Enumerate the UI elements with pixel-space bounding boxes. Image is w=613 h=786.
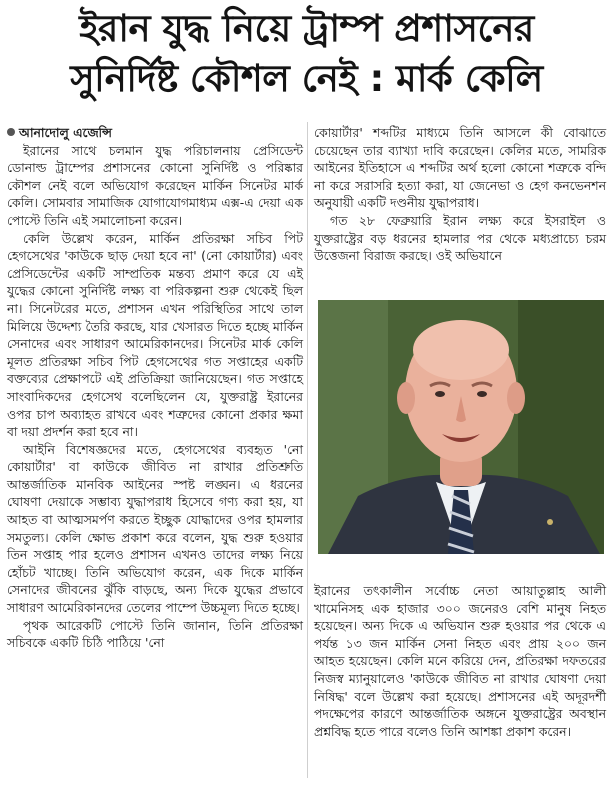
headline	[0, 4, 613, 104]
right-column-top	[314, 124, 606, 265]
byline	[7, 124, 303, 142]
paragraph: ইরানের তৎকালীন সর্বোচ্চ নেতা আয়াতুল্লাহ আলী খামেনিসহ এক হাজার ৩০০ জনেরও বেশি মানুষ নিহত হয়েছেন। অন্য দিকে এ অভিযান শুরু হওয়ার পর থেকে এ পর্যন্ত ১৩ জন মার্কিন সেনা নিহত এবং প্রায় ২০০ জন আহত হয়েছেন। কেলি মনে করিয়ে দেন, প্রতিরক্ষা দফতরের নিজস্ব ম্যানুয়ালেও 'কাউকে জীবিত না রাখার ঘোষণা দেয়া নিষিদ্ধ' বলে উল্লেখ করা হয়েছে। প্রশাসনের এই অদূরদর্শী পদক্ষেপের কারণে আন্তর্জাতিক অঙ্গনে যুক্তরাষ্ট্রের অবস্থান প্রশ্নবিদ্ধ হতে পারে বলেও তিনি আশঙ্কা প্রকাশ করেন।	[314, 583, 606, 739]
paragraph: কোয়ার্টার' শব্দটির মাধ্যমে তিনি আসলে কী বোঝাতে চেয়েছেন তার ব্যাখ্যা দাবি করেছেন। কেলির মতে, সামরিক আইনের ইতিহাসে এ শব্দটির অর্থ হলো কোনো শত্রুকে বন্দি না করে সরাসরি হত্যা করা, যা জেনেভা ও হেগ কনভেনশন অনুযায়ী একটি দণ্ডনীয় যুদ্ধাপরাধ।	[314, 125, 606, 211]
paragraph: পৃথক আরেকটি পোস্টে তিনি জানান, তিনি প্রতিরক্ষা সচিবকে একটি চিঠি পাঠিয়ে 'নো	[7, 617, 303, 651]
byline-text: আনাদোলু এজেন্সি	[19, 125, 112, 140]
bullet-icon	[7, 128, 15, 136]
headline-line-1: ইরান যুদ্ধ নিয়ে ট্রাম্প প্রশাসনের	[79, 7, 534, 50]
right-column-bottom	[314, 582, 606, 740]
left-column	[7, 124, 303, 652]
column-divider	[307, 122, 308, 778]
paragraph: ইরানের সাথে চলমান যুদ্ধ পরিচালনায় প্রেসিডেন্ট ডোনাল্ড ট্রাম্পের প্রশাসনের কোনো সুনির্দিষ্ট ও পরিষ্কার কৌশল নেই বলে অভিযোগ করেছেন মার্কিন সিনেটর মার্ক কেলি। সোমবার সামাজিক যোগাযোগমাধ্যম এক্স-এ দেয়া এক পোস্টে তিনি এই সমালোচনা করেন।	[7, 142, 303, 228]
paragraph: কেলি উল্লেখ করেন, মার্কিন প্রতিরক্ষা সচিব পিট হেগসেথের 'কাউকে ছাড় দেয়া হবে না' (নো কোয়ার্টার) এবং প্রেসিডেন্টের একটি সাম্প্রতিক মন্তব্য প্রমাণ করে যে এই যুদ্ধের কোনো সুনির্দিষ্ট লক্ষ্য বা পরিকল্পনা শুরু থেকেই ছিল না। সিনেটরের মতে, প্রশাসন এখন পরিস্থিতির সাথে তাল মিলিয়ে উদ্দেশ্য তৈরি করছে, যার খেসারত দিতে হচ্ছে মার্কিন সেনাদের এবং সাধারণ আমেরিকানদের। সিনেটর মার্ক কেলি মূলত প্রতিরক্ষা সচিব পিট হেগসেথের গত সপ্তাহের একটি বক্তব্যের প্রেক্ষাপটে এই প্রতিক্রিয়া জানিয়েছেন। গত সপ্তাহে সাংবাদিকদের হেগসেথ বলেছিলেন যে, যুক্তরাষ্ট্র ইরানের ওপর চাপ অব্যাহত রাখবে এবং শত্রুদের কোনো প্রকার ক্ষমা বা দয়া প্রদর্শন করা হবে না।	[7, 230, 303, 440]
paragraph: গত ২৮ ফেব্রুয়ারি ইরান লক্ষ্য করে ইসরাইল ও যুক্তরাষ্ট্রের বড় ধরনের হামলার পর থেকে মধ্যপ্রাচ্যে চরম উত্তেজনা বিরাজ করছে। ওই অভিযানে	[314, 212, 606, 264]
portrait-photo	[318, 300, 604, 554]
portrait-photo-icon	[318, 300, 604, 554]
headline-line-2: সুনির্দিষ্ট কৌশল নেই : মার্ক কেলি	[70, 57, 543, 100]
paragraph: আইনি বিশেষজ্ঞদের মতে, হেগসেথের ব্যবহৃত 'নো কোয়ার্টার' বা কাউকে জীবিত না রাখার প্রতিশ্রুতি আন্তর্জাতিক মানবিক আইনের স্পষ্ট লঙ্ঘন। এ ধরনের ঘোষণা দেয়াকে সম্ভাব্য যুদ্ধাপরাধ হিসেবে গণ্য করা হয়, যা আহত বা আত্মসমর্পণ করতে ইচ্ছুক যোদ্ধাদের ওপর হামলার সমতুল্য। কেলি ক্ষোভ প্রকাশ করে বলেন, যুদ্ধ শুরু হওয়ার তিন সপ্তাহ পার হলেও প্রশাসন এখনও তাদের লক্ষ্য নিয়ে হোঁচট খাচ্ছে। তিনি অভিযোগ করেন, এক দিকে মার্কিন সেনাদের জীবনের ঝুঁকি বাড়ছে, অন্য দিকে যুদ্ধের প্রভাবে সাধারণ আমেরিকানদের তেলের পাম্পে উচ্চমূল্য দিতে হচ্ছে।	[7, 441, 303, 616]
